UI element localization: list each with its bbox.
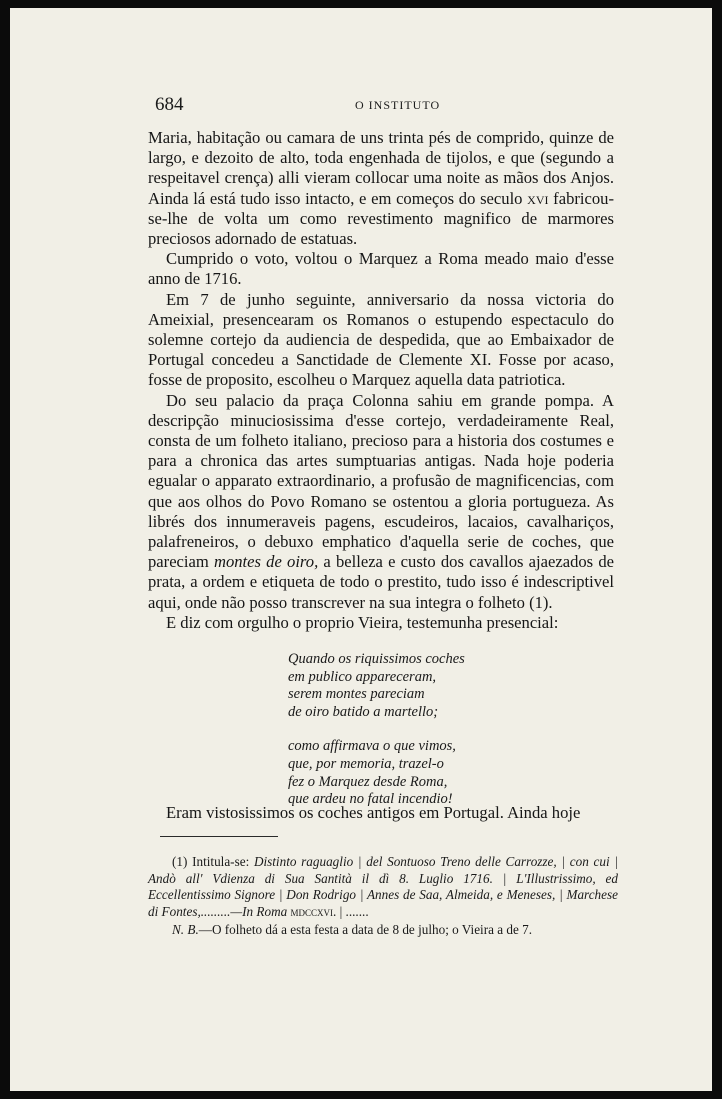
poem-line: que ardeu no fatal incendio! [288, 791, 453, 808]
paragraph-4-text: Do seu palacio da praça Colonna sahiu em grande pompa. A descripção minuciosissima d'esse cortejo, verdadeiramente Real, consta de um folheto italiano, precioso para a historia dos costumes e para a chronica das artes sumptuarias antigas. Nada hoje poderia egualar o apparato extraordinario, a profusão de magnificencias, com que aos olhos do Povo Romano se ostentou a gloria portugueza. As librés dos innumeraveis pagens, escudeiros, lacaios, cavalhariços, palafreneiros, o debuxo emphatico d'aquella serie de coches, que pareciam [148, 390, 614, 572]
poem-line: que, por memoria, trazel-o [288, 755, 444, 772]
footnote-nb-text: —O folheto dá a esta festa a data de 8 de julho; o Vieira a de 7. [198, 922, 533, 937]
poem-stanza-2 [288, 738, 548, 808]
footnote-nb-label: N. B. [172, 922, 199, 937]
poem-line: de oiro batido a martello; [288, 703, 439, 720]
poem-stanza-1 [288, 651, 548, 721]
poem-quotation [288, 651, 548, 826]
footnote-italic-title: Distinto raguaglio | del Sontuoso Treno delle Carrozze, | con cui | Andò all' Vdienza di Sua Santità il dì 8. Luglio 1716. | L'Illustrissimo, ed Eccellentissimo Signore | Don Rodrigo | Annes de Saa, Almeida, e Meneses, | Marchese di Fontes,.........—In Roma [148, 854, 618, 919]
poem-line: Quando os riquissimos coches [288, 651, 465, 667]
poem-line: em publico appareceram, [288, 668, 437, 685]
paragraph-1 [148, 128, 614, 249]
paragraph-1-text: Maria, habitação ou camara de uns trinta pés de comprido, quinze de largo, e dezoito de alto, toda engenhada de tijolos, e que (segundo a respeitavel crença) alli vieram collocar uma noite as mãos dos Anjos. Ainda lá está tudo isso intacto, e em começos do seculo [148, 128, 614, 208]
footnote-divider [160, 836, 278, 837]
footnote-nb [148, 922, 618, 939]
page-number: 684 [155, 94, 184, 115]
closing-line: Eram vistosissimos os coches antigos em Portugal. Ainda hoje [166, 803, 581, 822]
paragraph-5: E diz com orgulho o proprio Vieira, testemunha presencial: [166, 612, 559, 632]
poem-line: fez o Marquez desde Roma, [288, 773, 448, 790]
footnote [148, 854, 618, 939]
paragraph-3: Em 7 de junho seguinte, anniversario da nossa victoria do Ameixial, presencearam os Romanos o estupendo espectaculo do solemne cortejo da audiencia de despedida, que ao Embaixador de Portugal concedeu a Sanctidade de Clemente XI. Fosse por acaso, fosse de proposito, escolheu o Marquez aquella data patriotica. [148, 289, 614, 390]
body-text [148, 128, 614, 633]
paragraph-1-text-after: fabricou-se-lhe de volta um como revestimento magnifico de marmores preciosos adornado de estatuas. [148, 188, 614, 249]
paragraph-2: Cumprido o voto, voltou o Marquez a Roma meado maio d'esse anno de 1716. [148, 249, 614, 289]
paragraph-4 [148, 391, 614, 613]
footnote-lead: (1) Intitula-se: [172, 854, 254, 869]
paragraph-4-italic: montes de oiro, [213, 552, 319, 572]
poem-line: serem montes pareciam [288, 686, 425, 703]
footnote-year: mdccxvi. | ....... [290, 903, 369, 919]
page-header [155, 92, 655, 118]
paragraph-4-text-after: a belleza e custo dos cavallos ajaezados de prata, a ordem e etiqueta de todo o prestito, tudo isso é indescriptivel aqui, onde não posso transcrever na sua integra o folheto (1). [148, 552, 614, 612]
poem-line: como affirmava o que vimos, [288, 738, 456, 755]
footnote-1 [148, 854, 618, 920]
century-numeral: xvi [527, 188, 549, 208]
running-title: O INSTITUTO [355, 98, 441, 112]
